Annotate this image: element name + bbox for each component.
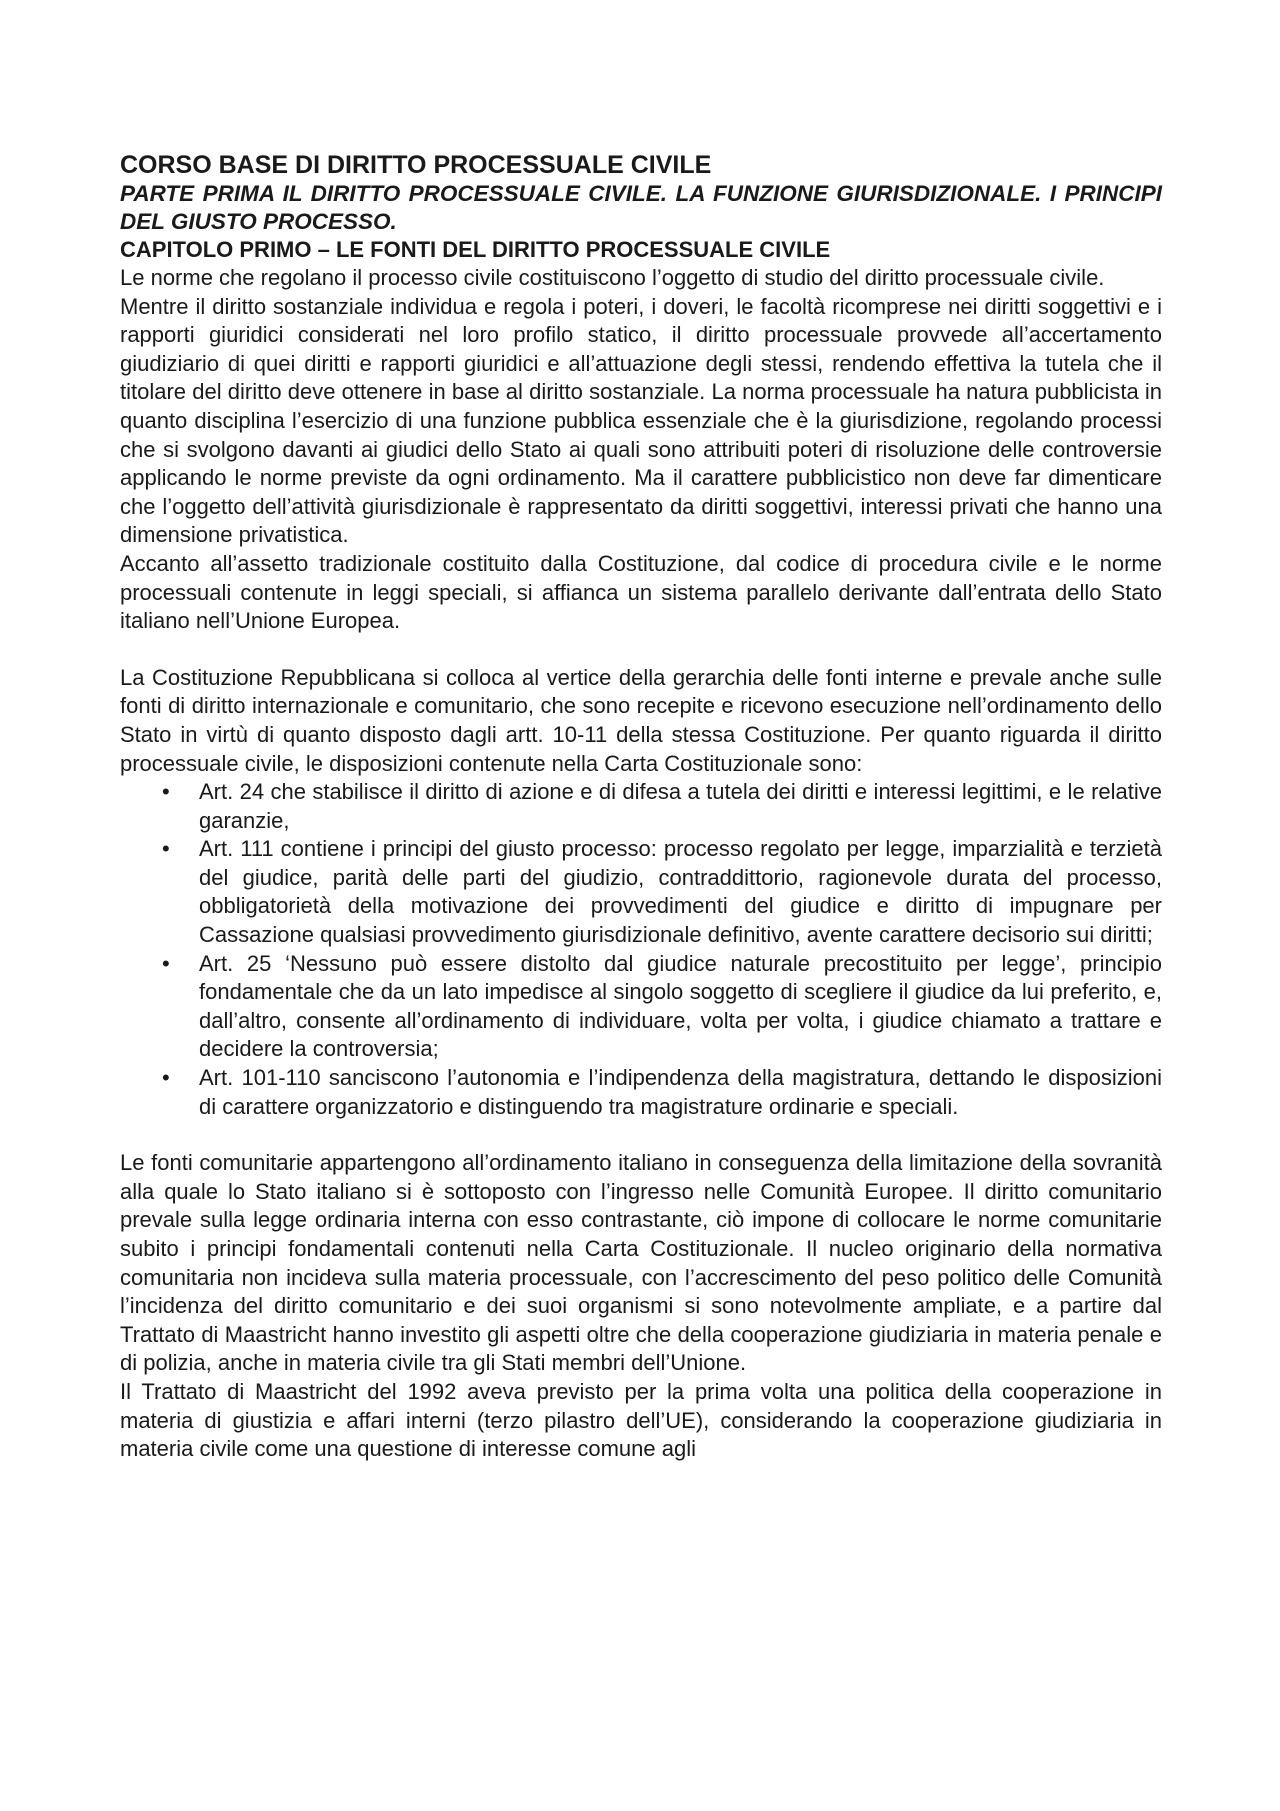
paragraph-spacer — [120, 1121, 1162, 1149]
list-item — [120, 835, 1162, 949]
list-item-text: Art. 25 ‘Nessuno può essere distolto dal giudice naturale precostituito per legge’, principio fondamentale che da un lato impedisce al singolo soggetto di scegliere il giudice da lui preferito, e, dall’altro, consente all’ordinamento di individuare, volta per volta, i giudice chiamato a trattare e decidere la controversia; — [199, 950, 1162, 1062]
list-item — [120, 950, 1162, 1064]
list-item-text: Art. 24 che stabilisce il diritto di azione e di difesa a tutela dei diritti e interessi legittimi, e le relative garanzie, — [199, 779, 1162, 833]
list-item-text: Art. 101-110 sanciscono l’autonomia e l’indipendenza della magistratura, dettando le disposizioni di carattere organizzatorio e distinguendo tra magistrature ordinarie e speciali. — [199, 1065, 1162, 1119]
paragraph-constitution: La Costituzione Repubblicana si colloca al vertice della gerarchia delle fonti interne e prevale anche sulle fonti di diritto internazionale e comunitario, che sono recepite e ricevono esecuzione nell’ordinamento dello Stato in virtù di quanto disposto dagli artt. 10-11 della stessa Costituzione. Per quanto riguarda il diritto processuale civile, le disposizioni contenute nella Carta Costituzionale sono: — [120, 664, 1162, 776]
paragraph-maastricht: Il Trattato di Maastricht del 1992 aveva previsto per la prima volta una politica della cooperazione in materia di giustizia e affari interni (terzo pilastro dell’UE), considerando la cooperazione giudiziaria in materia civile come una questione di interesse comune agli — [120, 1378, 1162, 1462]
document-subtitle: PARTE PRIMA IL DIRITTO PROCESSUALE CIVILE. LA FUNZIONE GIURISDIZIONALE. I PRINCIPI DEL GIUSTO PROCESSO. — [120, 181, 1162, 234]
bullet-icon: • — [162, 836, 170, 862]
paragraph-community-sources: Le fonti comunitarie appartengono all’ordinamento italiano in conseguenza della limitazione della sovranità alla quale lo Stato italiano si è sottoposto con l’ingresso nelle Comunità Europee. Il diritto comunitario prevale sulla legge ordinaria interna con esso contrastante, ciò impone di collocare le norme comunitarie subito i principi fondamentali contenuti nella Carta Costituzionale. Il nucleo originario della normativa comunitaria non incideva sulla materia processuale, con l’accrescimento del peso politico delle Comunità l’incidenza del diritto comunitario e dei suoi organismi si sono notevolmente ampliate, e a partire dal Trattato di Maastricht hanno investito gli aspetti oltre che della cooperazione giudiziaria in materia penale e di polizia, anche in materia civile tra gli Stati membri dell’Unione. — [120, 1150, 1162, 1376]
document-page — [120, 150, 1162, 1464]
constitution-articles-list — [120, 778, 1162, 1121]
paragraph-parallel-system: Accanto all’assetto tradizionale costituito dalla Costituzione, dal codice di procedura civile e le norme processuali contenute in leggi speciali, si affianca un sistema parallelo derivante dall’entrata dello Stato italiano nell’Unione Europea. — [120, 550, 1162, 634]
bullet-icon: • — [162, 779, 170, 805]
paragraph-substantive-vs-procedural: Mentre il diritto sostanziale individua e regola i poteri, i doveri, le facoltà ricomprese nei diritti soggettivi e i rapporti giuridici considerati nel loro profilo statico, il diritto processuale provvede all’accertamento giudiziario di quei diritti e rapporti giuridici e all’attuazione degli stessi, rendendo effettiva la tutela che il titolare del diritto deve ottenere in base al diritto sostanziale. La norma processuale ha natura pubblicista in quanto disciplina l’esercizio di una funzione pubblica essenziale che è la giurisdizione, regolando processi che si svolgono davanti ai giudici dello Stato ai quali sono attribuiti poteri di risoluzione delle controversie applicando le norme previste da ogni ordinamento. Ma il carattere pubblicistico non deve far dimenticare che l’oggetto dell’attività giurisdizionale è rappresentato da diritti soggettivi, interessi privati che hanno una dimensione privatistica. — [120, 293, 1162, 548]
paragraph-intro: Le norme che regolano il processo civile costituiscono l’oggetto di studio del diritto processuale civile. — [120, 265, 1105, 290]
list-item — [120, 1064, 1162, 1121]
bullet-icon: • — [162, 950, 170, 976]
paragraph-spacer — [120, 636, 1162, 664]
bullet-icon: • — [162, 1065, 170, 1091]
list-item — [120, 778, 1162, 835]
document-title: CORSO BASE DI DIRITTO PROCESSUALE CIVILE — [120, 151, 712, 179]
chapter-heading: CAPITOLO PRIMO – LE FONTI DEL DIRITTO PROCESSUALE CIVILE — [120, 237, 831, 262]
list-item-text: Art. 111 contiene i principi del giusto processo: processo regolato per legge, imparzialità e terzietà del giudice, parità delle parti del giudizio, contraddittorio, ragionevole durata del processo, obbligatorietà della motivazione dei provvedimenti del giudice e diritto di impugnare per Cassazione qualsiasi provvedimento giurisdizionale definitivo, avente carattere decisorio sui diritti; — [199, 836, 1162, 948]
